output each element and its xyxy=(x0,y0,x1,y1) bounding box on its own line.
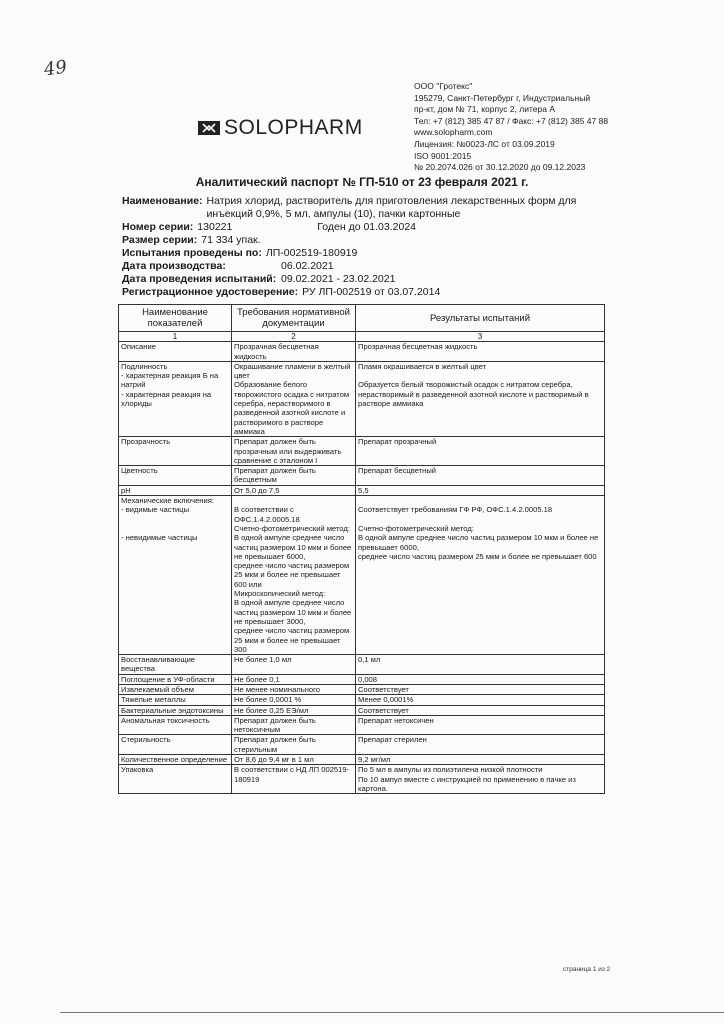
result-cell: Препарат нетоксичен xyxy=(356,715,605,735)
parameter-cell: Подлинность - характерная реакция Б на натрий - характерная реакция на хлориды xyxy=(119,361,232,436)
company-line: № 20.2074.026 от 30.12.2020 до 09.12.2023 xyxy=(414,162,586,173)
table-row xyxy=(119,361,605,436)
size-label: Размер серии: xyxy=(122,234,198,246)
result-cell: Прозрачная бесцветная жидкость xyxy=(356,342,605,362)
table-row xyxy=(119,765,605,794)
column-number: 1 xyxy=(119,332,232,342)
parameter-cell: Поглощение в УФ-области xyxy=(119,674,232,684)
registration-label: Регистрационное удостоверение: xyxy=(122,286,299,298)
table-row xyxy=(119,466,605,486)
solopharm-logo-icon xyxy=(198,119,220,137)
passport-meta xyxy=(122,195,592,299)
requirement-cell: От 8,6 до 9,4 мг в 1 мл xyxy=(232,755,356,765)
document-title: Аналитический паспорт № ГП-510 от 23 февраля 2021 г. xyxy=(195,175,529,189)
company-line: www.solopharm.com xyxy=(414,127,493,138)
results-table xyxy=(118,304,605,794)
name-value: Натрия хлорид, растворитель для приготовления лекарственных форм для инъекций 0,9%, 5 мл, ампулы (10), пачки картонные xyxy=(206,195,577,220)
result-cell: Препарат прозрачный xyxy=(356,437,605,466)
table-row xyxy=(119,655,605,675)
page-number: страница 1 из 2 xyxy=(563,966,611,973)
result-cell: Препарат бесцветный xyxy=(356,466,605,486)
parameter-cell: Извлекаемый объем xyxy=(119,684,232,694)
table-row xyxy=(119,755,605,765)
table-row xyxy=(119,437,605,466)
company-line: 195279, Санкт-Петербург г, Индустриальный xyxy=(414,92,591,103)
company-line: Тел: +7 (812) 385 47 87 / Факс: +7 (812) 385 47 88 xyxy=(414,115,609,126)
series-value: 130221 xyxy=(197,221,233,233)
table-row xyxy=(119,684,605,694)
table-row xyxy=(119,674,605,684)
company-details xyxy=(414,81,608,174)
result-cell: Соответствует xyxy=(356,684,605,694)
requirement-cell: Не более 1,0 мл xyxy=(232,655,356,675)
name-label: Наименование: xyxy=(122,195,203,207)
requirement-cell: Не более 0,0001 % xyxy=(232,695,356,705)
requirement-cell: Не менее номинального xyxy=(232,684,356,694)
requirement-cell: Препарат должен быть нетоксичным xyxy=(232,715,356,735)
page-bottom-rule xyxy=(60,1012,724,1013)
parameter-cell: Механические включения: - видимые частицы - невидимые частицы xyxy=(119,496,232,655)
company-line: ООО "Гротекс" xyxy=(414,81,473,91)
requirement-cell: Препарат должен быть прозрачным или выдерживать сравнение с эталоном I xyxy=(232,437,356,466)
parameter-cell: Упаковка xyxy=(119,765,232,794)
parameter-cell: Цветность xyxy=(119,466,232,486)
table-row xyxy=(119,705,605,715)
expiry-value: Годен до 01.03.2024 xyxy=(317,221,417,233)
requirement-cell: Не более 0,1 xyxy=(232,674,356,684)
header-requirements: Требования нормативной документации xyxy=(232,305,356,332)
table-row xyxy=(119,342,605,362)
result-cell: 9,2 мг/мл xyxy=(356,755,605,765)
column-number: 3 xyxy=(356,332,605,342)
result-cell: 0,1 мл xyxy=(356,655,605,675)
tests-label: Испытания проведены по: xyxy=(122,247,262,259)
result-cell: Препарат стерилен xyxy=(356,735,605,755)
result-cell: Соответствует требованиям ГФ РФ, ОФС.1.4.2.0005.18 Счетно-фотометрический метод: В одной ампуле среднее число частиц размером 10 мкм и более не превышает 6000, среднее число частиц размером 25 мкм и более не превышает 600 xyxy=(356,496,605,655)
test-date-value: 09.02.2021 - 23.02.2021 xyxy=(281,273,396,285)
table-row xyxy=(119,496,605,655)
table-row xyxy=(119,715,605,735)
requirement-cell: В соответствии с ОФС.1.4.2.0005.18 Счетно-фотометрический метод: В одной ампуле среднее число частиц размером 10 мкм и более не превышает 6000, среднее число частиц размером 25 мкм и более не превышает 600 или Микроскопический метод: В одной ампуле среднее число частиц размером 10 мкм и более не превышает 3000, среднее число частиц размером 25 мкм и более не превышает 300 xyxy=(232,496,356,655)
parameter-cell: Стерильность xyxy=(119,735,232,755)
size-value: 71 334 упак. xyxy=(201,234,261,246)
company-line: Лицензия: №0023-ЛС от 03.09.2019 xyxy=(414,138,555,149)
parameter-cell: Восстанавливающие вещества xyxy=(119,655,232,675)
header-results: Результаты испытаний xyxy=(356,305,605,332)
test-date-label: Дата проведения испытаний: xyxy=(122,273,277,285)
header-parameter: Наименование показателей xyxy=(119,305,232,332)
parameter-cell: pH xyxy=(119,485,232,495)
requirement-cell: Препарат должен быть бесцветным xyxy=(232,466,356,486)
parameter-cell: Прозрачность xyxy=(119,437,232,466)
result-cell: По 5 мл в ампулы из полиэтилена низкой плотности По 10 ампул вместе с инструкцией по применению в пачке из картона. xyxy=(356,765,605,794)
registration-value: РУ ЛП-002519 от 03.07.2014 xyxy=(302,286,441,298)
parameter-cell: Описание xyxy=(119,342,232,362)
production-date-label: Дата производства: xyxy=(122,260,226,272)
result-cell: Пламя окрашивается в желтый цвет Образуется белый творожистый осадок с нитратом серебра, нерастворимый в разведенной азотной кислоте и растворимый в растворе аммиака xyxy=(356,361,605,436)
result-cell: Соответствует xyxy=(356,705,605,715)
parameter-cell: Аномальная токсичность xyxy=(119,715,232,735)
requirement-cell: Препарат должен быть стерильным xyxy=(232,735,356,755)
series-label: Номер серии: xyxy=(122,221,194,233)
table-row xyxy=(119,735,605,755)
company-line: пр-кт, дом № 71, корпус 2, литера А xyxy=(414,104,556,115)
requirement-cell: Прозрачная бесцветная жидкость xyxy=(232,342,356,362)
table-row xyxy=(119,695,605,705)
company-line: ISO 9001:2015 xyxy=(414,150,472,161)
handwritten-note: 49 xyxy=(42,56,69,81)
requirement-cell: Окрашивание пламени в желтый цвет Образование белого творожистого осадка с нитратом серебра, нерастворимого в разведенной азотной кислоте и растворимого в растворе аммиака xyxy=(232,361,356,436)
table-row xyxy=(119,485,605,495)
requirement-cell: Не более 0,25 ЕЭ/мл xyxy=(232,705,356,715)
company-logo xyxy=(198,116,363,140)
result-cell: 5,5 xyxy=(356,485,605,495)
logo-text: SOLOPHARM xyxy=(224,116,363,139)
production-date-value: 06.02.2021 xyxy=(281,260,334,272)
requirement-cell: В соответствии с НД ЛП 002519-180919 xyxy=(232,765,356,794)
result-cell: 0,008 xyxy=(356,674,605,684)
parameter-cell: Бактериальные эндотоксины xyxy=(119,705,232,715)
result-cell: Менее 0,0001% xyxy=(356,695,605,705)
requirement-cell: От 5,0 до 7,5 xyxy=(232,485,356,495)
column-number: 2 xyxy=(232,332,356,342)
parameter-cell: Тяжелые металлы xyxy=(119,695,232,705)
parameter-cell: Количественное определение xyxy=(119,755,232,765)
tests-value: ЛП-002519-180919 xyxy=(265,247,358,259)
